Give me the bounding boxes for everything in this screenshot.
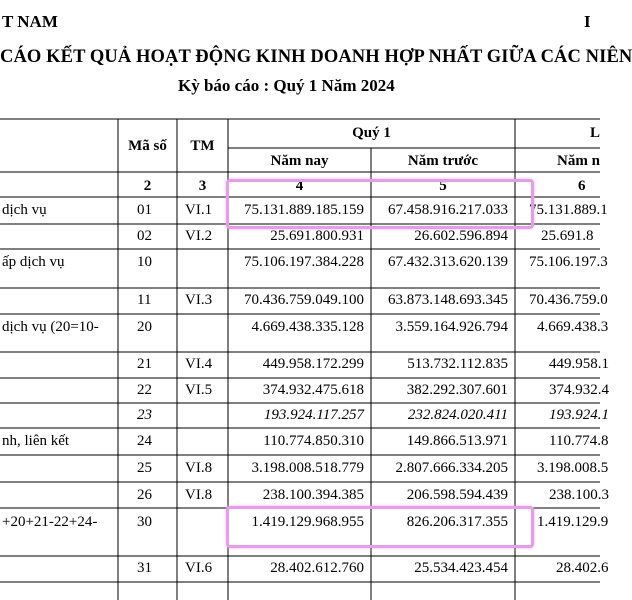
row-code: 30 bbox=[137, 514, 152, 530]
header-nam-truoc: Năm trước bbox=[407, 153, 479, 169]
row-tm: VI.1 bbox=[185, 202, 213, 218]
row-previous-year: 382.292.307.601 bbox=[406, 382, 508, 398]
row-tm: VI.2 bbox=[185, 228, 213, 244]
row-code: 11 bbox=[137, 292, 152, 308]
row-label: nh, liên kết bbox=[2, 433, 70, 449]
col-index-3: 3 bbox=[198, 178, 207, 194]
header-tm: TM bbox=[190, 138, 215, 154]
row-code: 01 bbox=[137, 202, 152, 218]
row-next-current: 28.402.6 bbox=[556, 560, 609, 576]
row-label: +20+21-22+24- bbox=[2, 514, 98, 530]
row-previous-year: 149.866.513.971 bbox=[406, 433, 508, 449]
row-next-current: 25.691.8 bbox=[541, 228, 594, 244]
row-code: 23 bbox=[137, 407, 152, 423]
row-current-year: 449.958.172.299 bbox=[262, 356, 364, 372]
row-next-current: 75.106.197.3 bbox=[529, 254, 608, 270]
row-code: 24 bbox=[137, 433, 152, 449]
col-index-2: 2 bbox=[143, 178, 152, 194]
report-period: Kỳ báo cáo : Quý 1 Năm 2024 bbox=[178, 76, 395, 95]
row-previous-year: 3.559.164.926.794 bbox=[395, 319, 508, 335]
col-index-4: 4 bbox=[295, 178, 304, 194]
row-current-year: 75.131.889.185.159 bbox=[244, 202, 364, 218]
row-next-current: 1.419.129.9 bbox=[537, 514, 609, 530]
header-next-group: L bbox=[590, 125, 601, 141]
row-current-year: 1.419.129.968.955 bbox=[251, 514, 364, 530]
header-ma-so: Mã số bbox=[128, 138, 167, 154]
row-next-current: 75.131.889.1 bbox=[529, 202, 608, 218]
row-previous-year: 63.873.148.693.345 bbox=[388, 292, 508, 308]
row-current-year: 4.669.438.335.128 bbox=[251, 319, 364, 335]
row-current-year: 25.691.800.931 bbox=[270, 228, 364, 244]
row-next-current: 110.774.8 bbox=[549, 433, 609, 449]
row-code: 31 bbox=[137, 560, 152, 576]
row-label: dịch vụ bbox=[2, 202, 47, 218]
row-label: ấp dịch vụ bbox=[2, 254, 65, 270]
row-previous-year: 67.432.313.620.139 bbox=[388, 254, 508, 270]
row-code: 25 bbox=[137, 460, 152, 476]
row-next-current: 70.436.759.0 bbox=[529, 292, 608, 308]
row-current-year: 193.924.117.257 bbox=[263, 407, 364, 423]
row-previous-year: 26.602.596.894 bbox=[414, 228, 508, 244]
row-code: 02 bbox=[137, 228, 152, 244]
row-current-year: 110.774.850.310 bbox=[263, 433, 364, 449]
row-current-year: 238.100.394.385 bbox=[262, 487, 364, 503]
report-title: CÁO KẾT QUẢ HOẠT ĐỘNG KINH DOANH HỢP NHẤT GIỮA CÁC NIÊN bbox=[0, 47, 632, 67]
row-code: 26 bbox=[137, 487, 152, 503]
row-current-year: 374.932.475.618 bbox=[262, 382, 364, 398]
row-code: 22 bbox=[137, 382, 152, 398]
row-tm: VI.8 bbox=[185, 460, 213, 476]
row-previous-year: 826.206.317.355 bbox=[406, 514, 508, 530]
row-tm: VI.8 bbox=[185, 487, 213, 503]
row-next-current: 3.198.008.5 bbox=[537, 460, 609, 476]
header-quarter: Quý 1 bbox=[352, 125, 391, 141]
header-nam-nay: Năm nay bbox=[270, 153, 329, 169]
row-code: 10 bbox=[137, 254, 152, 270]
row-next-current: 193.924.1 bbox=[549, 407, 609, 423]
page-marker: I bbox=[584, 12, 591, 31]
row-previous-year: 232.824.020.411 bbox=[407, 407, 508, 423]
row-tm: VI.6 bbox=[185, 560, 213, 576]
row-previous-year: 25.534.423.454 bbox=[414, 560, 508, 576]
row-tm: VI.3 bbox=[185, 292, 213, 308]
row-previous-year: 513.732.112.835 bbox=[407, 356, 508, 372]
row-next-current: 374.932.4 bbox=[549, 382, 609, 398]
row-previous-year: 206.598.594.439 bbox=[406, 487, 508, 503]
row-code: 20 bbox=[137, 319, 152, 335]
row-current-year: 70.436.759.049.100 bbox=[244, 292, 364, 308]
row-next-current: 238.100.3 bbox=[549, 487, 609, 503]
row-current-year: 75.106.197.384.228 bbox=[244, 254, 364, 270]
col-index-5: 5 bbox=[439, 178, 447, 194]
row-current-year: 28.402.612.760 bbox=[270, 560, 364, 576]
company-name: T NAM bbox=[2, 12, 58, 31]
row-tm: VI.5 bbox=[185, 382, 213, 398]
header-nam-nay-next: Năm n bbox=[557, 153, 600, 169]
row-next-current: 449.958.1 bbox=[549, 356, 609, 372]
row-previous-year: 2.807.666.334.205 bbox=[395, 460, 508, 476]
col-index-6: 6 bbox=[578, 178, 586, 194]
row-current-year: 3.198.008.518.779 bbox=[251, 460, 364, 476]
row-tm: VI.4 bbox=[185, 356, 213, 372]
row-code: 21 bbox=[137, 356, 152, 372]
row-label: dịch vụ (20=10- bbox=[2, 319, 99, 335]
row-previous-year: 67.458.916.217.033 bbox=[388, 202, 508, 218]
row-next-current: 4.669.438.3 bbox=[537, 319, 609, 335]
